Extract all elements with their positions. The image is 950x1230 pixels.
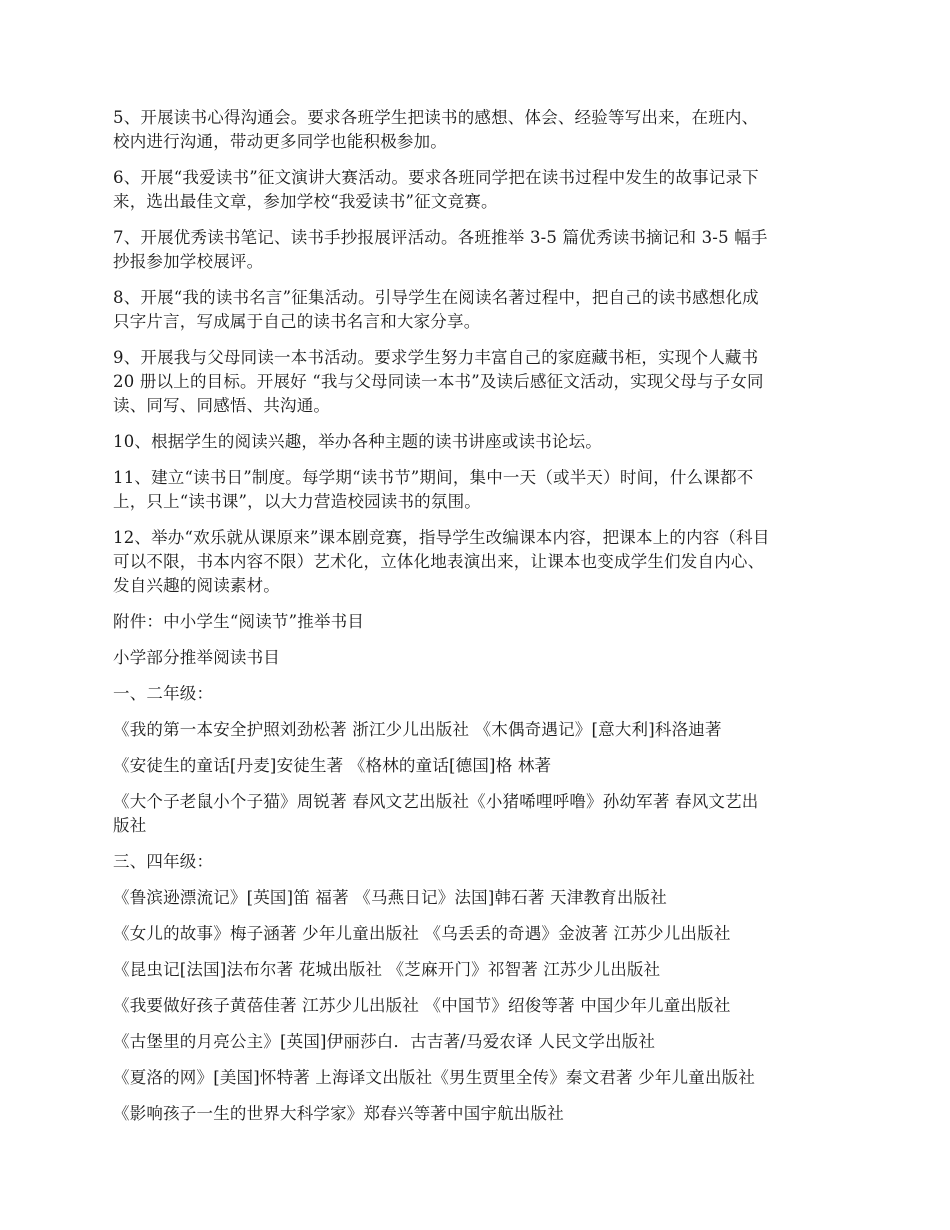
text-line: 上，只上“读书课”，以大力营造校园读书的氛围。 <box>113 492 481 511</box>
paragraph <box>113 106 833 154</box>
text-line: 10、根据学生的阅读兴趣，举办各种主题的读书讲座或读书论坛。 <box>113 432 602 451</box>
paragraph <box>113 1102 833 1126</box>
text-line: 《影响孩子一生的世界大科学家》郑春兴等著中国宇航出版社 <box>113 1104 564 1123</box>
text-line: 《我的第一本安全护照刘劲松著 浙江少儿出版社 《木偶奇遇记》[意大利]科洛迪著 <box>113 720 722 739</box>
text-line: 《鲁滨逊漂流记》[英国]笛 福著 《马燕日记》法国]韩石著 天津教育出版社 <box>113 888 667 907</box>
paragraph <box>113 1030 833 1054</box>
paragraph <box>113 226 833 274</box>
text-line: 可以不限，书本内容不限）艺术化，立体化地表演出来，让课本也变成学生们发自内心、 <box>113 552 765 571</box>
text-line: 读、同写、同感悟、共沟通。 <box>113 396 331 415</box>
paragraph <box>113 850 833 874</box>
text-line: 版社 <box>113 816 147 835</box>
text-line: 抄报参加学校展评。 <box>113 252 264 271</box>
text-line: 三、四年级： <box>113 852 214 871</box>
text-line: 8、开展“我的读书名言”征集活动。引导学生在阅读名著过程中，把自己的读书感想化成 <box>113 288 759 307</box>
text-line: 《大个子老鼠小个子猫》周锐著 春风文艺出版社《小猪唏哩呼噜》孙幼军著 春风文艺出 <box>113 792 759 811</box>
paragraph <box>113 886 833 910</box>
document-body <box>113 106 833 1138</box>
text-line: 6、开展“我爱读书”征文演讲大赛活动。要求各班同学把在读书过程中发生的故事记录下 <box>113 168 759 187</box>
paragraph <box>113 610 833 634</box>
text-line: 校内进行沟通，带动更多同学也能积极参加。 <box>113 132 447 151</box>
text-line: 《昆虫记[法国]法布尔著 花城出版社 《芝麻开门》祁智著 江苏少儿出版社 <box>113 960 661 979</box>
text-line: 《女儿的故事》梅子涵著 少年儿童出版社 《乌丢丢的奇遇》金波著 江苏少儿出版社 <box>113 924 731 943</box>
text-line: 12、举办“欢乐就从课原来”课本剧竞赛，指导学生改编课本内容，把课本上的内容（科目 <box>113 528 770 547</box>
text-line: 附件：中小学生“阅读节”推举书目 <box>113 612 365 631</box>
paragraph <box>113 754 833 778</box>
text-line: 《我要做好孩子黄蓓佳著 江苏少儿出版社 《中国节》绍俊等著 中国少年儿童出版社 <box>113 996 731 1015</box>
paragraph <box>113 718 833 742</box>
text-line: 《安徒生的童话[丹麦]安徒生著 《格林的童话[德国]格 林著 <box>113 756 552 775</box>
paragraph <box>113 286 833 334</box>
paragraph <box>113 646 833 670</box>
paragraph <box>113 1066 833 1090</box>
paragraph <box>113 790 833 838</box>
paragraph <box>113 922 833 946</box>
text-line: 发自兴趣的阅读素材。 <box>113 576 280 595</box>
paragraph <box>113 994 833 1018</box>
text-line: 《古堡里的月亮公主》[英国]伊丽莎白．古吉著/马爱农译 人民文学出版社 <box>113 1032 656 1051</box>
text-line: 20 册以上的目标。开展好 “我与父母同读一本书”及读后感征文活动，实现父母与子女同 <box>113 372 764 391</box>
text-line: 《夏洛的网》[美国]怀特著 上海译文出版社《男生贾里全传》秦文君著 少年儿童出版社 <box>113 1068 756 1087</box>
paragraph <box>113 526 833 598</box>
paragraph <box>113 958 833 982</box>
text-line: 9、开展我与父母同读一本书活动。要求学生努力丰富自己的家庭藏书柜，实现个人藏书 <box>113 348 759 367</box>
text-line: 一、二年级： <box>113 684 214 703</box>
paragraph <box>113 346 833 418</box>
text-line: 11、建立“读书日”制度。每学期“读书节”期间，集中一天（或半天）时间，什么课都不 <box>113 468 754 487</box>
paragraph <box>113 166 833 214</box>
paragraph <box>113 466 833 514</box>
text-line: 小学部分推举阅读书目 <box>113 648 280 667</box>
text-line: 5、开展读书心得沟通会。要求各班学生把读书的感想、体会、经验等写出来，在班内、 <box>113 108 759 127</box>
paragraph <box>113 430 833 454</box>
text-line: 只字片言，写成属于自己的读书名言和大家分享。 <box>113 312 481 331</box>
paragraph <box>113 682 833 706</box>
text-line: 7、开展优秀读书笔记、读书手抄报展评活动。各班推举 3-5 篇优秀读书摘记和 3-5 幅手 <box>113 228 768 247</box>
text-line: 来，选出最佳文章，参加学校“我爱读书”征文竞赛。 <box>113 192 498 211</box>
